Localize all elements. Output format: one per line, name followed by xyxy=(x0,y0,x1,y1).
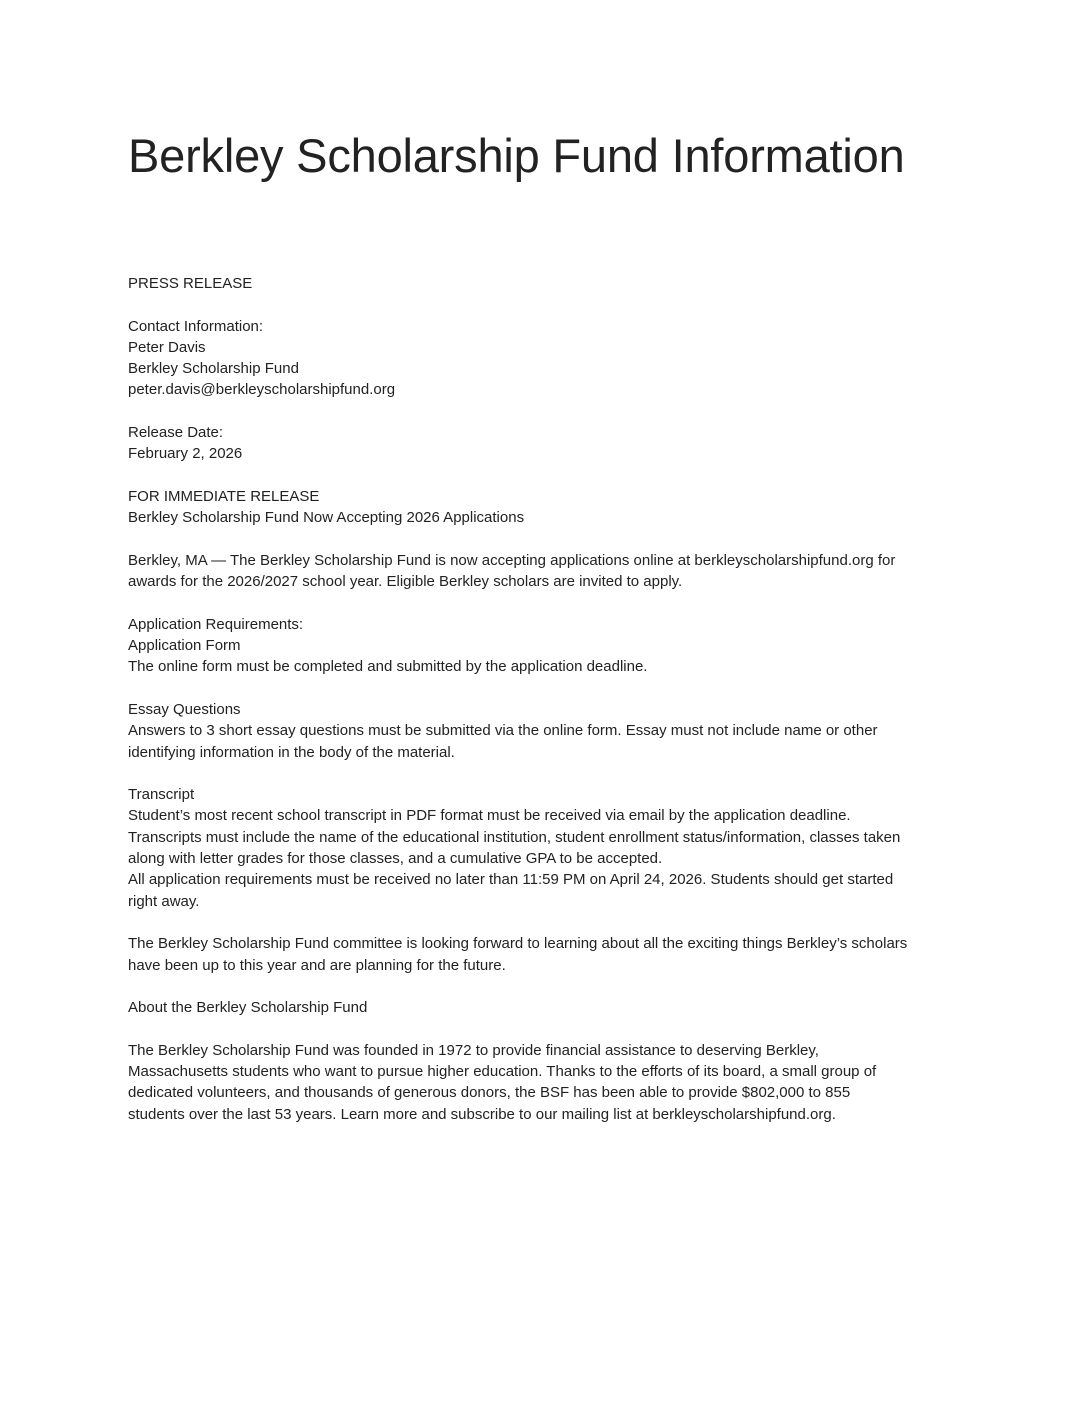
transcript-text-line: Student’s most recent school transcript in PDF format must be received via email by the application deadline. xyxy=(128,807,851,825)
contact-block xyxy=(128,316,968,401)
requirements-heading: Application Requirements: xyxy=(128,615,304,633)
committee-paragraph xyxy=(128,933,968,976)
about-line: dedicated volunteers, and thousands of generous donors, the BSF has been able to provide $802,000 to 855 xyxy=(128,1084,851,1102)
committee-line: The Berkley Scholarship Fund committee is looking forward to learning about all the exciting things Berkley’s scholars xyxy=(128,935,908,953)
release-headline: Berkley Scholarship Fund Now Accepting 2026 Applications xyxy=(128,509,525,527)
deadline-text-line: All application requirements must be received no later than 11:59 PM on April 24, 2026. Students should get started xyxy=(128,871,894,889)
essay-text-line: Answers to 3 short essay questions must be submitted via the online form. Essay must not include name or other xyxy=(128,722,878,740)
essay-text-line: identifying information in the body of the material. xyxy=(128,743,455,761)
about-line: Massachusetts students who want to pursue higher education. Thanks to the efforts of its board, a small group of xyxy=(128,1062,877,1080)
requirements-section xyxy=(128,614,968,912)
committee-line: have been up to this year and are planning for the future. xyxy=(128,956,506,974)
transcript-heading: Transcript xyxy=(128,786,195,804)
immediate-release-block xyxy=(128,486,968,529)
immediate-release-label: FOR IMMEDIATE RELEASE xyxy=(128,487,320,505)
essay-questions-heading: Essay Questions xyxy=(128,700,241,718)
press-release-label: PRESS RELEASE xyxy=(128,275,253,292)
deadline-text-line: right away. xyxy=(128,892,200,910)
contact-email: peter.davis@berkleyscholarshipfund.org xyxy=(128,381,396,399)
document-body xyxy=(128,273,968,1125)
about-paragraph xyxy=(128,1040,968,1125)
transcript-text-line: along with letter grades for those classes, and a cumulative GPA to be accepted. xyxy=(128,850,663,868)
contact-name: Peter Davis xyxy=(128,338,206,356)
release-date: February 2, 2026 xyxy=(128,445,243,463)
application-form-text: The online form must be completed and submitted by the application deadline. xyxy=(128,658,648,676)
intro-paragraph xyxy=(128,550,968,593)
about-heading: About the Berkley Scholarship Fund xyxy=(128,999,368,1017)
about-line: students over the last 53 years. Learn more and subscribe to our mailing list at berkleyscholarshipfund.org. xyxy=(128,1105,836,1123)
intro-line: Berkley, MA — The Berkley Scholarship Fund is now accepting applications online at berkleyscholarshipfund.org for xyxy=(128,551,896,569)
transcript-text-line: Transcripts must include the name of the educational institution, student enrollment status/information, classes taken xyxy=(128,828,901,846)
release-date-block xyxy=(128,422,968,465)
application-form-heading: Application Form xyxy=(128,637,241,655)
release-date-heading: Release Date: xyxy=(128,424,224,442)
about-line: The Berkley Scholarship Fund was founded in 1972 to provide financial assistance to deserving Berkley, xyxy=(128,1041,819,1059)
intro-line: awards for the 2026/2027 school year. Eligible Berkley scholars are invited to apply. xyxy=(128,573,683,591)
contact-org: Berkley Scholarship Fund xyxy=(128,360,299,378)
contact-heading: Contact Information: xyxy=(128,317,264,335)
document-title: Berkley Scholarship Fund Information xyxy=(128,129,905,182)
